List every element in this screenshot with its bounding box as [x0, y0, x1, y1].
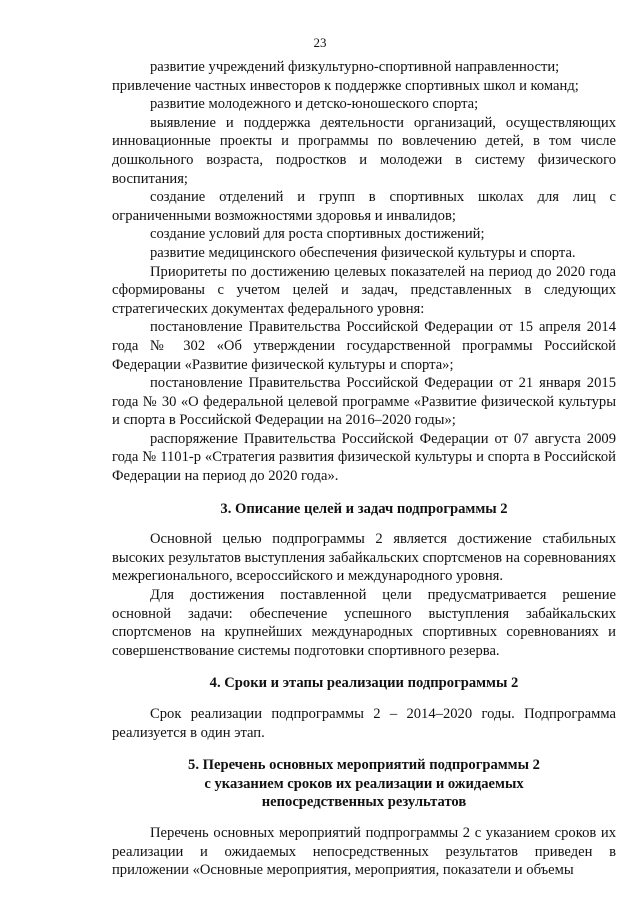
section-5-heading-line-2: с указанием сроков их реализации и ожидаемых: [204, 775, 524, 792]
document-item-2: постановление Правительства Российской Федерации от 21 января 2015 года № 30 «О федеральной целевой программе «Развитие физической культуры и спорта в Российской Федерации на 2016–2020 годы»;: [112, 375, 616, 429]
list-item-7: развитие медицинского обеспечения физической культуры и спорта.: [150, 244, 576, 261]
list-item-4: выявление и поддержка деятельности организаций, осуществляющих инновационные проекты и программы по вовлечению детей, в том числе дошкольного возраста, подростков и молодежи в систему физического воспитания;: [112, 114, 616, 187]
section-4-paragraph: Срок реализации подпрограммы 2 – 2014–2020 годы. Подпрограмма реализуется в один этап.: [112, 706, 616, 741]
priorities-intro: Приоритеты по достижению целевых показателей на период до 2020 года сформированы с учетом целей и задач, представленных в следующих стратегических документах федерального уровня:: [112, 263, 616, 317]
section-5-heading-line-3: непосредственных результатов: [261, 794, 467, 811]
section-5-heading-line-1: 5. Перечень основных мероприятий подпрограммы 2: [188, 757, 540, 774]
page-content: [112, 58, 616, 880]
section-3-paragraph-2: Для достижения поставленной цели предусматривается решение основной задачи: обеспечение успешного выступления забайкальских спортсменов на крупнейших международных спортивных соревнованиях и совершенствование системы подготовки спортивного резерва.: [112, 587, 616, 659]
list-item-3: развитие молодежного и детско-юношеского спорта;: [150, 96, 479, 113]
section-5-paragraph: Перечень основных мероприятий подпрограммы 2 с указанием сроков их реализации и ожидаемых непосредственных результатов приведен в приложении «Основные мероприятия, мероприятия, показатели и объемы: [112, 824, 616, 879]
document-item-1: постановление Правительства Российской Федерации от 15 апреля 2014 года № 302 «Об утверждении государственной программы Российской Федерации «Развитие физической культуры и спорта»;: [112, 319, 616, 373]
page-number: 23: [313, 35, 327, 50]
list-item-5: создание отделений и групп в спортивных школах для лиц с ограниченными возможностями здоровья и инвалидов;: [112, 189, 616, 224]
section-4-heading: 4. Сроки и этапы реализации подпрограммы 2: [209, 675, 519, 692]
list-item-1: развитие учреждений физкультурно-спортивной направленности;: [150, 59, 560, 75]
list-item-2: привлечение частных инвесторов к поддержке спортивных школ и команд;: [112, 77, 579, 94]
document-item-3: распоряжение Правительства Российской Федерации от 07 августа 2009 года № 1101-р «Стратегия развития физической культуры и спорта в Российской Федерации на период до 2020 года».: [112, 430, 616, 485]
section-3-heading: 3. Описание целей и задач подпрограммы 2: [220, 500, 508, 517]
section-3-paragraph-1: Основной целью подпрограммы 2 является достижение стабильных высоких результатов выступления забайкальских спортсменов на соревнованиях межрегионального, всероссийского и международного уровня.: [112, 531, 616, 585]
list-item-6: создание условий для роста спортивных достижений;: [150, 226, 485, 243]
